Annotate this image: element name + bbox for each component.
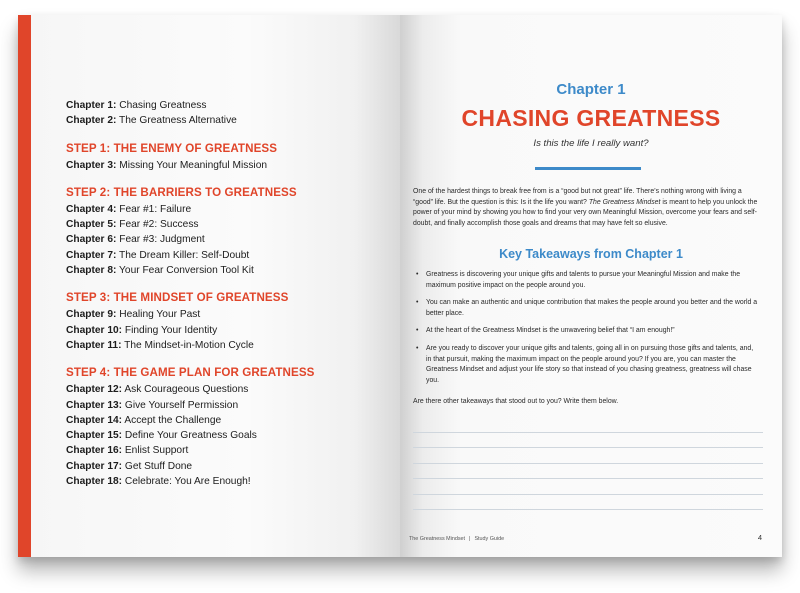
- title-divider: [535, 167, 641, 170]
- writing-line[interactable]: [413, 448, 763, 464]
- intro-text: One of the hardest things to break free from is a “good but not great” life. There’s nothing wrong with living a “good” life. But the question is this: Is it the life you want?: [413, 188, 742, 206]
- bullet-icon: •: [416, 344, 419, 352]
- toc-chapter-title: Ask Courageous Questions: [124, 384, 249, 396]
- toc-entry: [66, 217, 386, 232]
- toc-entry: [66, 474, 386, 489]
- toc-entry: [66, 413, 386, 428]
- toc-chapter-number: Chapter 1:: [66, 100, 117, 111]
- toc-entry: [66, 232, 386, 247]
- writing-line[interactable]: [413, 433, 763, 449]
- toc-chapter-title: Missing Your Meaningful Mission: [119, 159, 268, 171]
- toc-chapter-number: Chapter 12:: [66, 384, 123, 396]
- book-title-italic: The Greatness Mindset: [588, 198, 661, 206]
- right-page: [400, 15, 782, 557]
- toc-chapter-title: Finding Your Identity: [124, 324, 218, 336]
- chapter-title: CHASING GREATNESS: [461, 105, 721, 131]
- toc-step-heading: STEP 2: THE BARRIERS TO GREATNESS: [66, 185, 297, 199]
- writing-lines: [413, 417, 763, 510]
- toc-chapter-title: The Mindset-in-Motion Cycle: [124, 339, 254, 351]
- toc-chapter-title: Celebrate: You Are Enough!: [124, 476, 251, 488]
- toc-chapter-number: Chapter 13:: [66, 399, 123, 411]
- footer-guide-label: Study Guide: [474, 536, 505, 542]
- toc-chapter-number: Chapter 18:: [66, 476, 123, 488]
- toc-entry: [66, 263, 386, 278]
- toc-chapter-title: Define Your Greatness Goals: [124, 430, 257, 442]
- chapter-number: Chapter 1: [556, 81, 626, 98]
- toc-entry: [66, 98, 386, 113]
- toc-entry: [66, 459, 386, 474]
- toc-entry: [66, 113, 386, 128]
- toc-step-heading: STEP 3: THE MINDSET OF GREATNESS: [66, 291, 289, 305]
- toc-chapter-number: Chapter 14:: [66, 414, 123, 426]
- toc-entry: [66, 202, 386, 217]
- writing-line[interactable]: [413, 495, 763, 511]
- toc-entry: [66, 158, 386, 173]
- left-page: [18, 15, 400, 557]
- writing-line[interactable]: [413, 464, 763, 480]
- takeaway-item: [413, 344, 758, 386]
- toc-chapter-number: Chapter 4:: [66, 203, 117, 215]
- footer-separator: |: [469, 536, 471, 542]
- takeaway-text: Are you ready to discover your unique gifts and talents, going all in on pursuing those gifts and talents, and, in that pursuit, making the maximum impact on the people around you? If you are, you can master the Greatness Mindset and adjust your life story so that instead of you chasing greatness, greatness will chase you.: [426, 344, 754, 384]
- toc-chapter-title: Healing Your Past: [119, 309, 201, 321]
- table-of-contents: [66, 98, 386, 489]
- toc-chapter-title: Get Stuff Done: [124, 460, 193, 472]
- write-prompt: Are there other takeaways that stood out to you? Write them below.: [413, 398, 619, 405]
- toc-entry: [66, 428, 386, 443]
- takeaway-text: You can make an authentic and unique contribution that makes the people around you better and the world a better place.: [426, 299, 758, 317]
- toc-chapter-title: The Greatness Alternative: [119, 115, 237, 127]
- toc-chapter-number: Chapter 3:: [66, 159, 117, 171]
- takeaways-heading: Key Takeaways from Chapter 1: [499, 247, 683, 261]
- toc-entry: [66, 398, 386, 413]
- toc-chapter-title: Fear #3: Judgment: [119, 234, 205, 246]
- toc-entry: [66, 307, 386, 322]
- page-number: 4: [757, 533, 762, 542]
- takeaway-item: [413, 298, 758, 319]
- toc-step-heading: STEP 4: THE GAME PLAN FOR GREATNESS: [66, 366, 315, 380]
- intro-paragraph: [413, 187, 758, 229]
- toc-chapter-title: Enlist Support: [124, 445, 189, 457]
- toc-chapter-title: Give Yourself Permission: [124, 399, 239, 411]
- toc-chapter-number: Chapter 9:: [66, 309, 117, 321]
- toc-chapter-number: Chapter 16:: [66, 445, 123, 457]
- intro-text: is meant to help you unlock the power of your mind by showing you how to find your very own Meaningful Mission, overcome your fears and self-doubt, and finally accomplish those goals and dreams that may have felt so elusive.: [413, 198, 758, 227]
- chapter-subtitle: Is this the life I really want?: [533, 138, 649, 149]
- toc-chapter-title: Accept the Challenge: [124, 414, 222, 426]
- writing-line[interactable]: [413, 417, 763, 433]
- red-edge-bar: [18, 15, 31, 557]
- toc-chapter-number: Chapter 10:: [66, 324, 123, 336]
- toc-chapter-number: Chapter 7:: [66, 249, 117, 261]
- toc-chapter-number: Chapter 8:: [66, 265, 117, 277]
- toc-chapter-title: Fear #1: Failure: [119, 203, 192, 215]
- page-footer: [409, 536, 504, 542]
- takeaway-item: [413, 270, 758, 291]
- toc-entry: [66, 323, 386, 338]
- takeaways-list: [413, 270, 758, 393]
- toc-chapter-number: Chapter 5:: [66, 219, 117, 231]
- footer-book-title: The Greatness Mindset: [409, 536, 466, 542]
- writing-line[interactable]: [413, 479, 763, 495]
- takeaway-text: Greatness is discovering your unique gifts and talents to pursue your Meaningful Mission and make the maximum positive impact on the people around you.: [426, 271, 741, 289]
- toc-chapter-number: Chapter 2:: [66, 115, 117, 127]
- toc-entry: [66, 338, 386, 353]
- toc-chapter-title: Fear #2: Success: [119, 219, 199, 231]
- toc-chapter-number: Chapter 17:: [66, 460, 123, 472]
- toc-step-heading: STEP 1: THE ENEMY OF GREATNESS: [66, 141, 278, 155]
- toc-chapter-number: Chapter 15:: [66, 430, 123, 442]
- toc-chapter-number: Chapter 11:: [66, 339, 122, 351]
- open-book: [18, 15, 782, 557]
- toc-chapter-title: Chasing Greatness: [119, 100, 207, 111]
- takeaway-text: At the heart of the Greatness Mindset is the unwavering belief that “I am enough!”: [426, 327, 675, 335]
- toc-chapter-number: Chapter 6:: [66, 234, 117, 246]
- toc-entry: [66, 382, 386, 397]
- takeaway-item: [413, 326, 758, 337]
- bullet-icon: •: [416, 271, 419, 278]
- toc-entry: [66, 443, 386, 458]
- bullet-icon: •: [416, 299, 419, 307]
- toc-chapter-title: Your Fear Conversion Tool Kit: [119, 265, 254, 277]
- toc-entry: [66, 248, 386, 263]
- bullet-icon: •: [416, 327, 419, 335]
- toc-chapter-title: The Dream Killer: Self-Doubt: [119, 249, 250, 261]
